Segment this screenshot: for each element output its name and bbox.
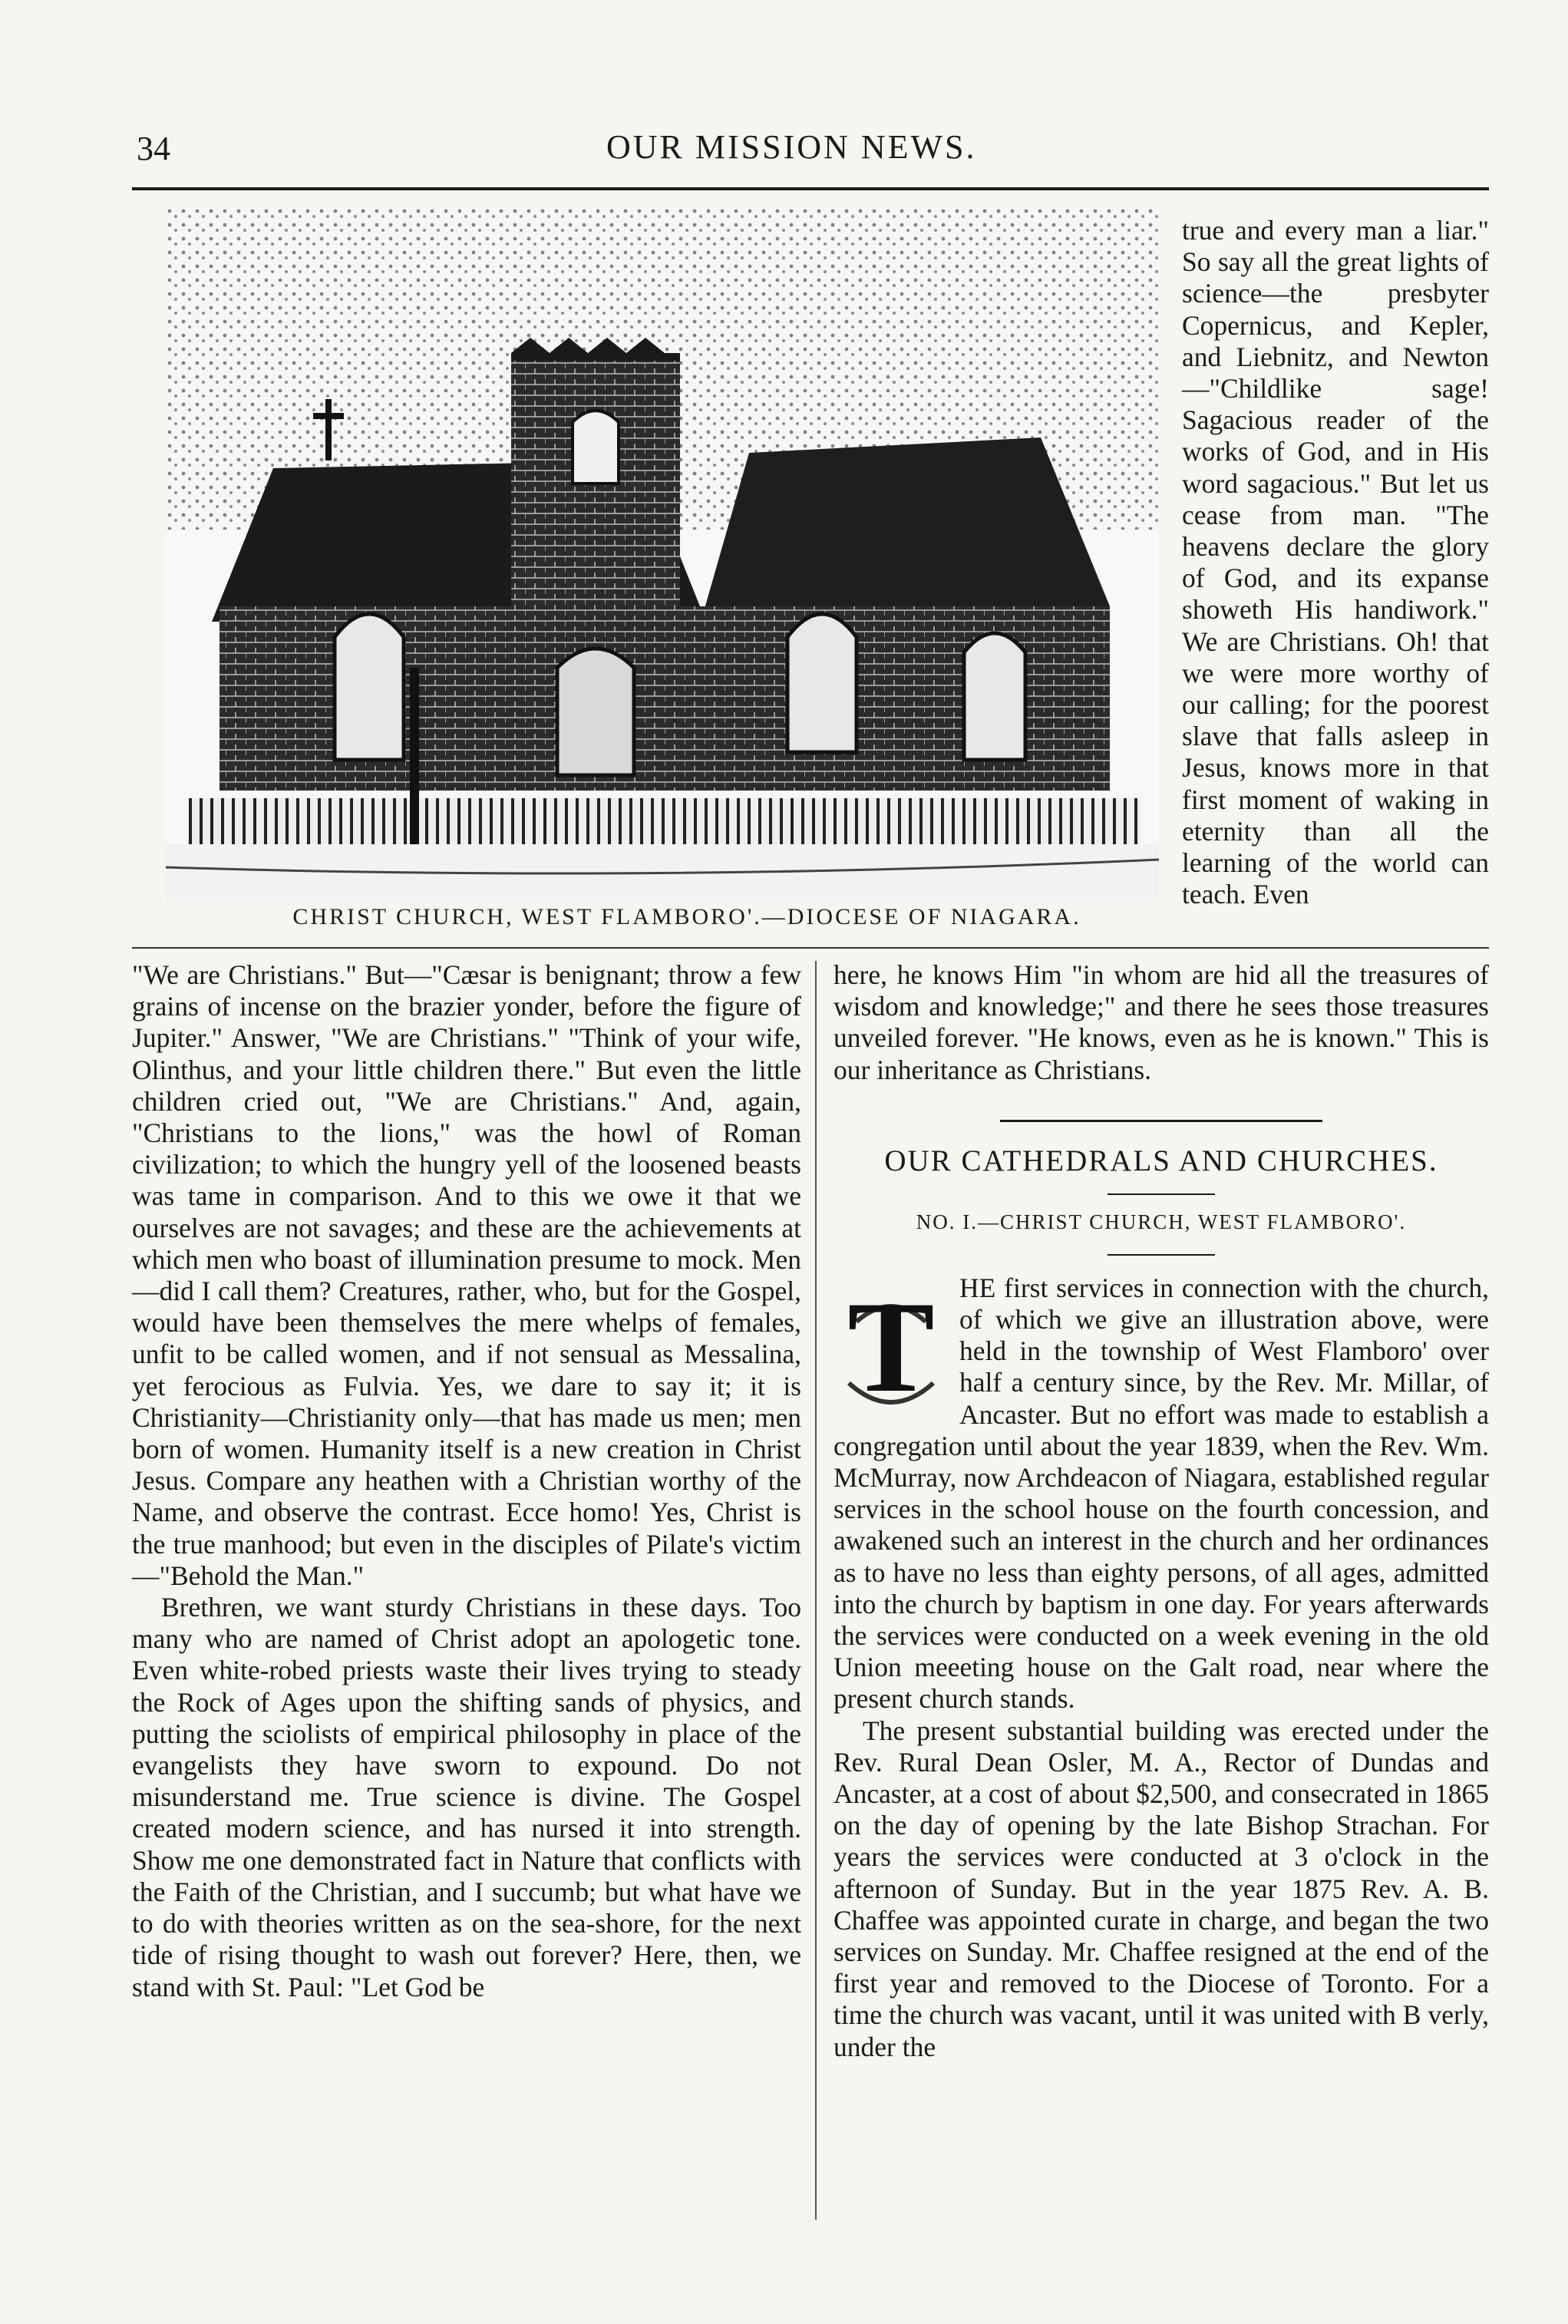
dropcap-initial <box>834 1276 949 1429</box>
left-paragraph-1: "We are Christians." But—"Cæsar is benignant; throw a few grains of incense on the brazier yonder, before the figure of Jupiter." Answer, "We are Christians." "Think of your wife, Olinthus, and your little children there." But even the little children cried out, "We are Christians." And, again, "Christians to the lions," was the howl of Roman civilization; to which the hungry yell of the loosened beasts was tame in comparison. And to this we owe it that we ourselves are not savages; and these are the achievements at which men who boast of illumination presume to mock. Men—did I call them? Creatures, rather, who, but for the Gospel, would have been themselves the mere whelps of females, unfit to be called women, and if not sensual as Messalina, yet ferocious as Fulvia. Yes, we dare to say it; it is Christianity—Christianity only—that has made us men; men born of women. Humanity itself is a new creation in Christ Jesus. Compare any heathen with a Christian worthy of the Name, and observe the contrast. Ecce homo! Yes, Christ is the true manhood; but even in the disciples of Pilate's victim—"Behold the Man." <box>132 959 801 1591</box>
church-engraving <box>166 207 1159 903</box>
section-subtitle: NO. I.—CHRIST CHURCH, WEST FLAMBORO'. <box>916 1210 1407 1233</box>
column-divider <box>815 961 817 2220</box>
running-head: OUR MISSION NEWS. <box>606 128 977 166</box>
section-rule <box>1000 1120 1322 1122</box>
page-number: 34 <box>137 130 170 167</box>
caption-rule <box>132 947 1489 949</box>
figure-caption: CHRIST CHURCH, WEST FLAMBORO'.—DIOCESE OF NIAGARA. <box>292 904 1081 929</box>
header-rule <box>132 187 1489 190</box>
section-title-rule <box>1108 1193 1215 1195</box>
article-paragraph-1: HE first services in connection with the church, of which we give an illustration above, were held in the township of West Flamboro' over half a century since, by the Rev. Mr. Millar, of Ancaster. But no effort was made to establish a congregation until about the year 1839, when the Rev. Wm. McMurray, now Archdeacon of Niagara, established regular services in the school house on the fourth concession, and awakened such an interest in the church and her ordinances as to have no less than eighty persons, of all ages, admitted into the church by baptism in one day. For years afterwards the services were conducted on a week evening in the old Union meeeting house on the Galt road, near where the present church stands. <box>834 1272 1489 1715</box>
dropcap-letter: T <box>847 1275 935 1419</box>
right-column <box>834 959 1489 2063</box>
right-continuation-text: here, he knows Him "in whom are hid all the treasures of wisdom and knowledge;" and there he sees those treasures unveiled forever. "He knows, even as he is known." This is our inheritance as Christians. <box>834 959 1489 1085</box>
right-top-column-text: true and every man a liar." So say all the great lights of science—the presbyter Copernicus, and Kepler, and Liebnitz, and Newton—"Childlike sage! Sagacious reader of the works of God, and in His word sagacious." But let us cease from man. "The heavens declare the glory of God, and its expanse showeth His handiwork." We are Christians. Oh! that we were more worthy of our calling; for the poorest slave that falls asleep in Jesus, knows more in that first moment of waking in eternity than all the learning of the world can teach. Even <box>1182 215 1489 910</box>
article-paragraph-2: The present substantial building was erected under the Rev. Rural Dean Osler, M. A., Rector of Dundas and Ancaster, at a cost of about $2,500, and consecrated in 1865 on the day of opening by the late Bishop Strachan. For years the services were conducted at 3 o'clock in the afternoon of Sunday. But in the year 1875 Rev. A. B. Chaffee was appointed curate in charge, and began the two services on Sunday. Mr. Chaffee resigned at the end of the first year and removed to the Diocese of Toronto. For a time the church was vacant, until it was united with B verly, under the <box>834 1715 1489 2062</box>
article-body <box>834 1273 1489 2063</box>
section-title: OUR CATHEDRALS AND CHURCHES. <box>884 1144 1438 1177</box>
left-column <box>132 959 801 2003</box>
church-illustration <box>166 207 1159 903</box>
left-paragraph-2: Brethren, we want sturdy Christians in these days. Too many who are named of Christ adopt an apologetic tone. Even white-robed priests waste their lives trying to steady the Rock of Ages upon the shifting sands of physics, and putting the sciolists of empirical philosophy in place of the evangelists they have sworn to expound. Do not misunderstand me. True science is divine. The Gospel created modern science, and has nursed it into strength. Show me one demonstrated fact in Nature that conflicts with the Faith of the Christian, and I succumb; but what have we to do with theories written as on the sea-shore, for the next tide of rising thought to wash out forever? Here, then, we stand with St. Paul: "Let God be <box>132 1592 801 2002</box>
